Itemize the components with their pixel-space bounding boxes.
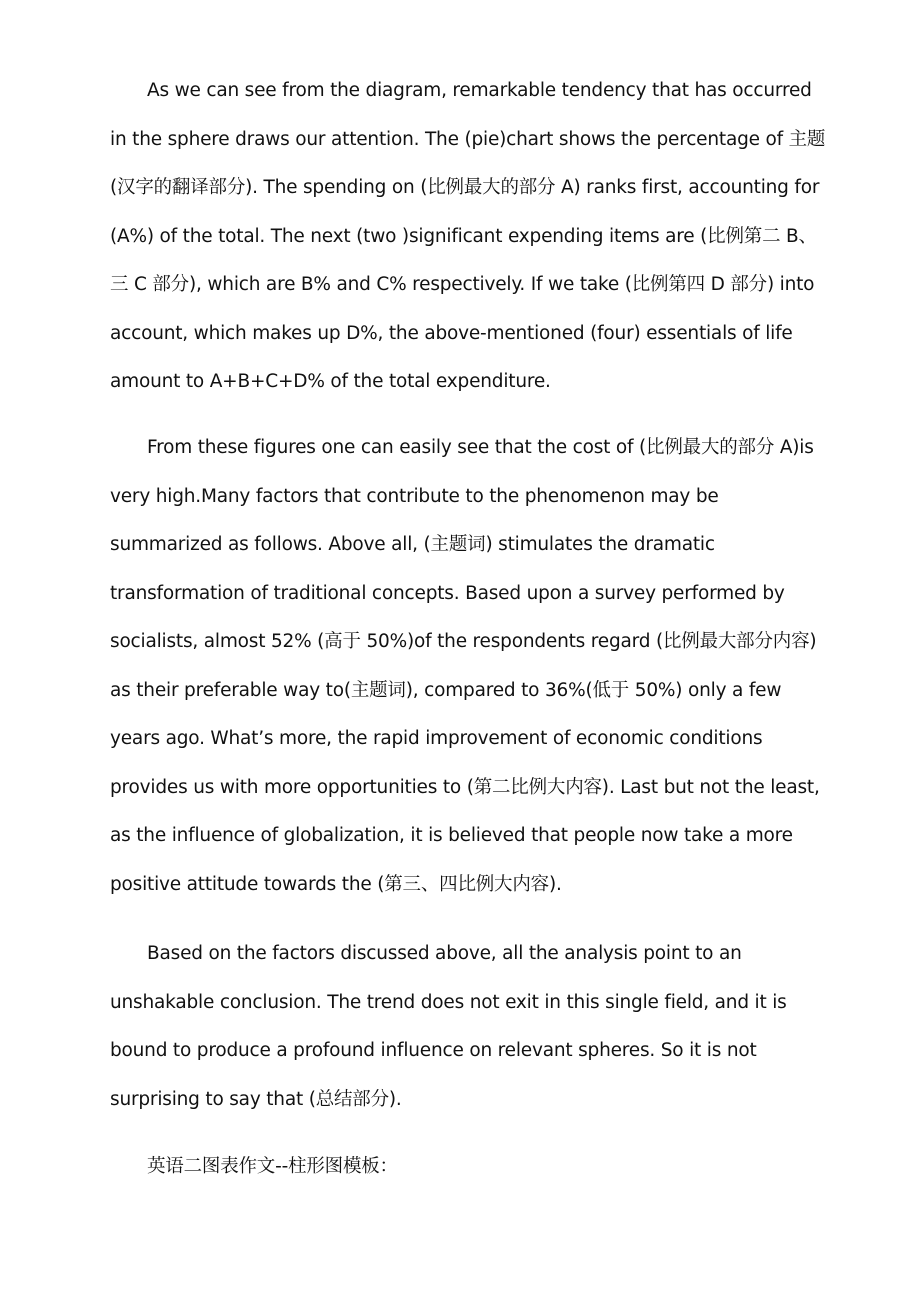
paragraph-pie-chart-description [110, 67, 826, 407]
text-line: provides us with more opportunities to (第二比例大内容). Last but not the least, [110, 776, 820, 798]
text-line: (汉字的翻译部分). The spending on (比例最大的部分 A) ranks first, accounting for [110, 177, 820, 198]
text-line: in the sphere draws our attention. The (pie)chart shows the percentage of 主题 [110, 128, 826, 150]
section-heading-bar-chart-template [110, 1143, 814, 1192]
text-line: transformation of traditional concepts. Based upon a survey performed by [110, 582, 785, 604]
text-line: bound to produce a profound influence on relevant spheres. So it is not [110, 1040, 757, 1061]
text-line: unshakable conclusion. The trend does not exit in this single field, and it is [110, 991, 787, 1013]
text-line: very high.Many factors that contribute to the phenomenon may be [110, 485, 719, 507]
text-line: as their preferable way to(主题词), compared to 36%(低于 50%) only a few [110, 679, 782, 701]
paragraph-reasons [110, 424, 820, 909]
text-line: amount to A+B+C+D% of the total expenditure. [110, 371, 551, 392]
text-line: 英语二图表作文--柱形图模板： [147, 1156, 398, 1177]
text-line: socialists, almost 52% (高于 50%)of the respondents regard (比例最大部分内容) [110, 631, 817, 652]
text-line: summarized as follows. Above all, (主题词) stimulates the dramatic [110, 534, 715, 555]
paragraph-conclusion [110, 930, 814, 1124]
text-line: 三 C 部分), which are B% and C% respectively. If we take (比例第四 D 部分) into [110, 274, 815, 295]
text-line: positive attitude towards the (第三、四比例大内容). [110, 873, 562, 895]
text-line: as the influence of globalization, it is believed that people now take a more [110, 825, 793, 846]
text-line: surprising to say that (总结部分). [110, 1088, 402, 1110]
text-line: years ago. What’s more, the rapid improvement of economic conditions [110, 728, 763, 749]
text-line: (A%) of the total. The next (two )significant expending items are (比例第二 B、 [110, 225, 817, 247]
text-line: From these figures one can easily see that the cost of (比例最大的部分 A)is [147, 437, 814, 458]
text-line: account, which makes up D%, the above-mentioned (four) essentials of life [110, 322, 793, 344]
text-line: Based on the factors discussed above, all the analysis point to an [147, 943, 742, 964]
text-line: As we can see from the diagram, remarkable tendency that has occurred [147, 80, 812, 101]
